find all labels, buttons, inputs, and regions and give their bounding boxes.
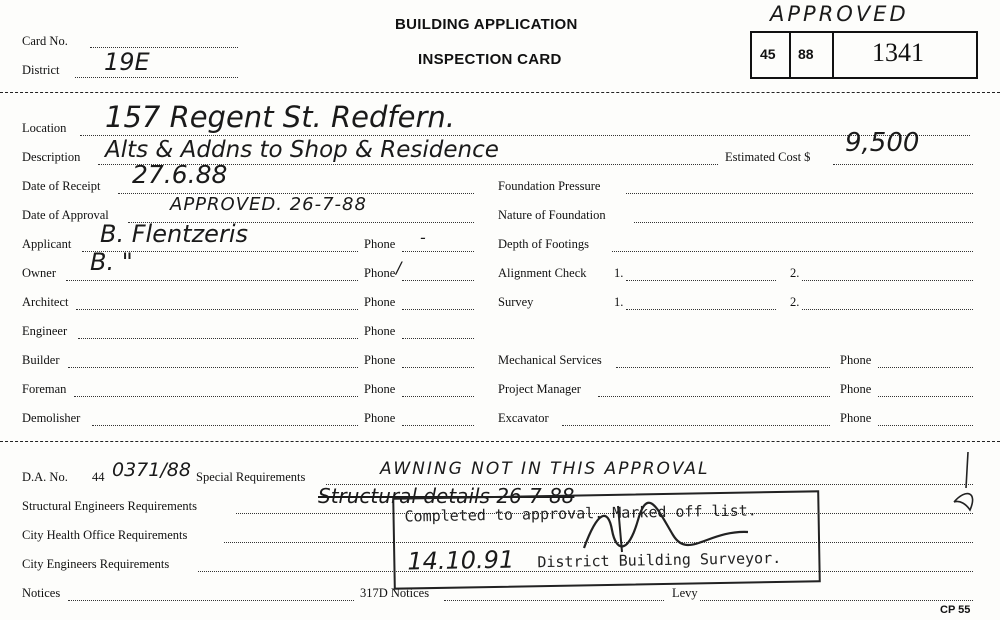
owner-label: Owner: [22, 266, 57, 280]
engineer-line: [78, 338, 358, 339]
notices-label: Notices: [22, 586, 61, 600]
district-value: 19E: [104, 48, 150, 76]
date-approval-label: Date of Approval: [22, 208, 109, 222]
alignment-num-2: 2.: [790, 266, 800, 280]
project-manager-phone-line: [878, 396, 973, 397]
engineer-phone-label: Phone: [364, 324, 396, 338]
stamp-date: 14.10.91: [407, 545, 515, 576]
owner-phone-value: /: [396, 258, 402, 277]
da-label: D.A. No.: [22, 470, 68, 484]
foreman-line: [74, 396, 358, 397]
survey-num-2: 2.: [790, 295, 800, 309]
survey-line-1: [626, 309, 776, 310]
approved-mark: APPROVED: [770, 2, 909, 26]
structural-label: Structural Engineers Requirements: [22, 499, 197, 513]
excavator-phone-line: [878, 425, 973, 426]
demolisher-line: [92, 425, 358, 426]
special-label: Special Requirements: [196, 470, 306, 484]
location-line: [80, 135, 970, 136]
structural-value: Structural details 26-7-88: [318, 484, 575, 508]
demolisher-label: Demolisher: [22, 411, 81, 425]
district-line: [75, 77, 238, 78]
description-label: Description: [22, 150, 81, 164]
applicant-label: Applicant: [22, 237, 72, 251]
applicant-phone-value: -: [420, 228, 426, 247]
form-code: CP 55: [940, 604, 971, 616]
date-receipt-label: Date of Receipt: [22, 179, 101, 193]
survey-num-1: 1.: [614, 295, 624, 309]
da-value: 0371/88: [112, 459, 191, 481]
mechanical-line: [616, 367, 830, 368]
box-field-a: 45: [760, 46, 776, 62]
architect-phone-line: [402, 309, 474, 310]
architect-phone-label: Phone: [364, 295, 396, 309]
card-no-label: Card No.: [22, 34, 68, 48]
alignment-num-1: 1.: [614, 266, 624, 280]
estimated-cost-line: [833, 164, 973, 165]
foreman-phone-label: Phone: [364, 382, 396, 396]
architect-label: Architect: [22, 295, 69, 309]
city-eng-label: City Engineers Requirements: [22, 557, 170, 571]
depth-footings-line: [612, 251, 973, 252]
da-prefix: 44: [92, 470, 105, 484]
middle-divider: [0, 441, 1000, 442]
estimated-cost-value: 9,500: [845, 128, 920, 158]
demolisher-phone-label: Phone: [364, 411, 396, 425]
owner-line: [66, 280, 358, 281]
date-receipt-value: 27.6.88: [132, 160, 228, 189]
nature-foundation-line: [634, 222, 973, 223]
mechanical-label: Mechanical Services: [498, 353, 602, 367]
applicant-value: B. Flentzeris: [100, 220, 248, 248]
builder-phone-line: [402, 367, 474, 368]
notices-317-line: [444, 600, 664, 601]
stamp-line-1: Completed to approval. Marked off list.: [404, 501, 757, 526]
box-field-b: 88: [798, 46, 814, 62]
builder-phone-label: Phone: [364, 353, 396, 367]
excavator-line: [562, 425, 830, 426]
engineer-label: Engineer: [22, 324, 68, 338]
builder-label: Builder: [22, 353, 60, 367]
notices-line: [68, 600, 354, 601]
project-manager-phone-label: Phone: [840, 382, 872, 396]
box-divider-1: [789, 33, 791, 77]
box-divider-2: [832, 33, 834, 77]
notices-317-label: 317D Notices: [360, 586, 430, 600]
alignment-line-1: [626, 280, 776, 281]
owner-value: B. ": [90, 248, 133, 276]
alignment-check-label: Alignment Check: [498, 266, 587, 280]
engineer-phone-line: [402, 338, 474, 339]
date-approval-value: APPROVED. 26-7-88: [170, 194, 367, 215]
description-value: Alts & Addns to Shop & Residence: [105, 137, 499, 163]
architect-line: [76, 309, 358, 310]
applicant-phone-line: [402, 251, 474, 252]
owner-phone-line: [402, 280, 474, 281]
foreman-label: Foreman: [22, 382, 67, 396]
excavator-phone-label: Phone: [840, 411, 872, 425]
applicant-phone-label: Phone: [364, 237, 396, 251]
district-label: District: [22, 63, 60, 77]
estimated-cost-label: Estimated Cost $: [725, 150, 811, 164]
demolisher-phone-line: [402, 425, 474, 426]
foundation-pressure-line: [626, 193, 973, 194]
title-line-1: BUILDING APPLICATION: [395, 16, 578, 33]
health-label: City Health Office Requirements: [22, 528, 188, 542]
mechanical-phone-label: Phone: [840, 353, 872, 367]
owner-phone-label: Phone: [364, 266, 396, 280]
alignment-line-2: [802, 280, 973, 281]
excavator-label: Excavator: [498, 411, 549, 425]
margin-mark: [944, 448, 984, 518]
location-value: 157 Regent St. Redfern.: [105, 100, 455, 134]
project-manager-line: [598, 396, 830, 397]
depth-footings-label: Depth of Footings: [498, 237, 589, 251]
card-number-box: [750, 31, 978, 79]
stamp-role: District Building Surveyor.: [537, 548, 782, 572]
signature-mark: [578, 500, 758, 560]
location-label: Location: [22, 121, 67, 135]
foundation-pressure-label: Foundation Pressure: [498, 179, 601, 193]
box-card-number: 1341: [872, 38, 924, 67]
mechanical-phone-line: [878, 367, 973, 368]
builder-line: [68, 367, 358, 368]
levy-line: [700, 600, 973, 601]
special-value: AWNING NOT IN THIS APPROVAL: [380, 459, 710, 479]
foreman-phone-line: [402, 396, 474, 397]
project-manager-label: Project Manager: [498, 382, 581, 396]
survey-line-2: [802, 309, 973, 310]
survey-label: Survey: [498, 295, 534, 309]
nature-foundation-label: Nature of Foundation: [498, 208, 606, 222]
levy-label: Levy: [672, 586, 698, 600]
title-line-2: INSPECTION CARD: [418, 51, 562, 68]
header-divider: [0, 92, 1000, 93]
